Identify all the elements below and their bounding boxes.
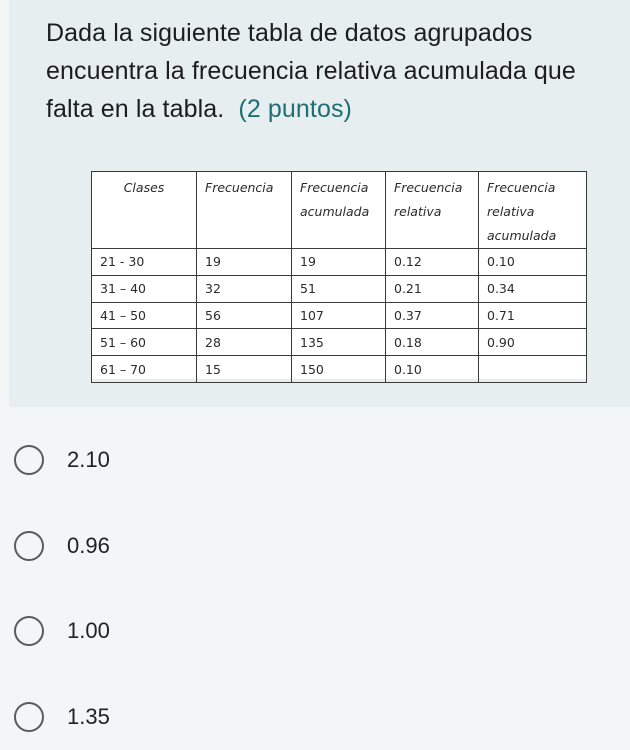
table-cell-missing [479,356,587,383]
table-cell: 150 [292,356,386,383]
table-row [92,356,587,383]
table-cell: 61 – 70 [92,356,197,383]
option-label: 1.35 [67,704,110,729]
option-1[interactable] [14,440,314,480]
header-frecuencia-relativa: Frecuencia relativa [386,172,479,249]
table-cell: 0.37 [386,302,479,329]
option-4[interactable] [14,697,314,737]
radio-button-icon[interactable] [14,445,44,475]
table-row [92,329,587,356]
question-text [46,14,630,128]
table-cell: 107 [292,302,386,329]
table-cell: 32 [197,275,292,302]
table-cell: 19 [292,249,386,276]
radio-button-icon[interactable] [14,616,44,646]
table-cell: 0.34 [479,275,587,302]
radio-button-icon[interactable] [14,531,44,561]
option-2[interactable] [14,526,314,566]
table-cell: 135 [292,329,386,356]
table-cell: 21 - 30 [92,249,197,276]
option-label: 1.00 [67,618,110,643]
table-cell: 51 [292,275,386,302]
table-cell: 0.90 [479,329,587,356]
question-points: (2 puntos) [238,95,352,123]
table-cell: 0.12 [386,249,479,276]
table-row [92,249,587,276]
header-frecuencia: Frecuencia [197,172,292,249]
header-frecuencia-relativa-acumulada: Frecuencia relativa acumulada [479,172,587,249]
table-cell: 0.10 [479,249,587,276]
table-cell: 0.21 [386,275,479,302]
table-row [92,302,587,329]
table-cell: 19 [197,249,292,276]
table-cell: 31 – 40 [92,275,197,302]
frequency-table [91,171,587,383]
table-cell: 41 – 50 [92,302,197,329]
question-prompt: Dada la siguiente tabla de datos agrupados encuentra la frecuencia relativa acumulada que falta en la tabla. [46,19,576,123]
table-row [92,275,587,302]
frequency-table-container [91,171,586,379]
header-clases: Clases [92,172,197,249]
option-label: 2.10 [67,447,110,472]
radio-button-icon[interactable] [14,702,44,732]
option-3[interactable] [14,611,314,651]
table-cell: 56 [197,302,292,329]
table-cell: 0.18 [386,329,479,356]
table-header-row [92,172,587,249]
table-cell: 0.10 [386,356,479,383]
option-label: 0.96 [67,533,110,558]
table-cell: 15 [197,356,292,383]
header-frecuencia-acumulada: Frecuencia acumulada [292,172,386,249]
table-cell: 51 – 60 [92,329,197,356]
table-cell: 0.71 [479,302,587,329]
table-cell: 28 [197,329,292,356]
answer-options [0,407,630,750]
